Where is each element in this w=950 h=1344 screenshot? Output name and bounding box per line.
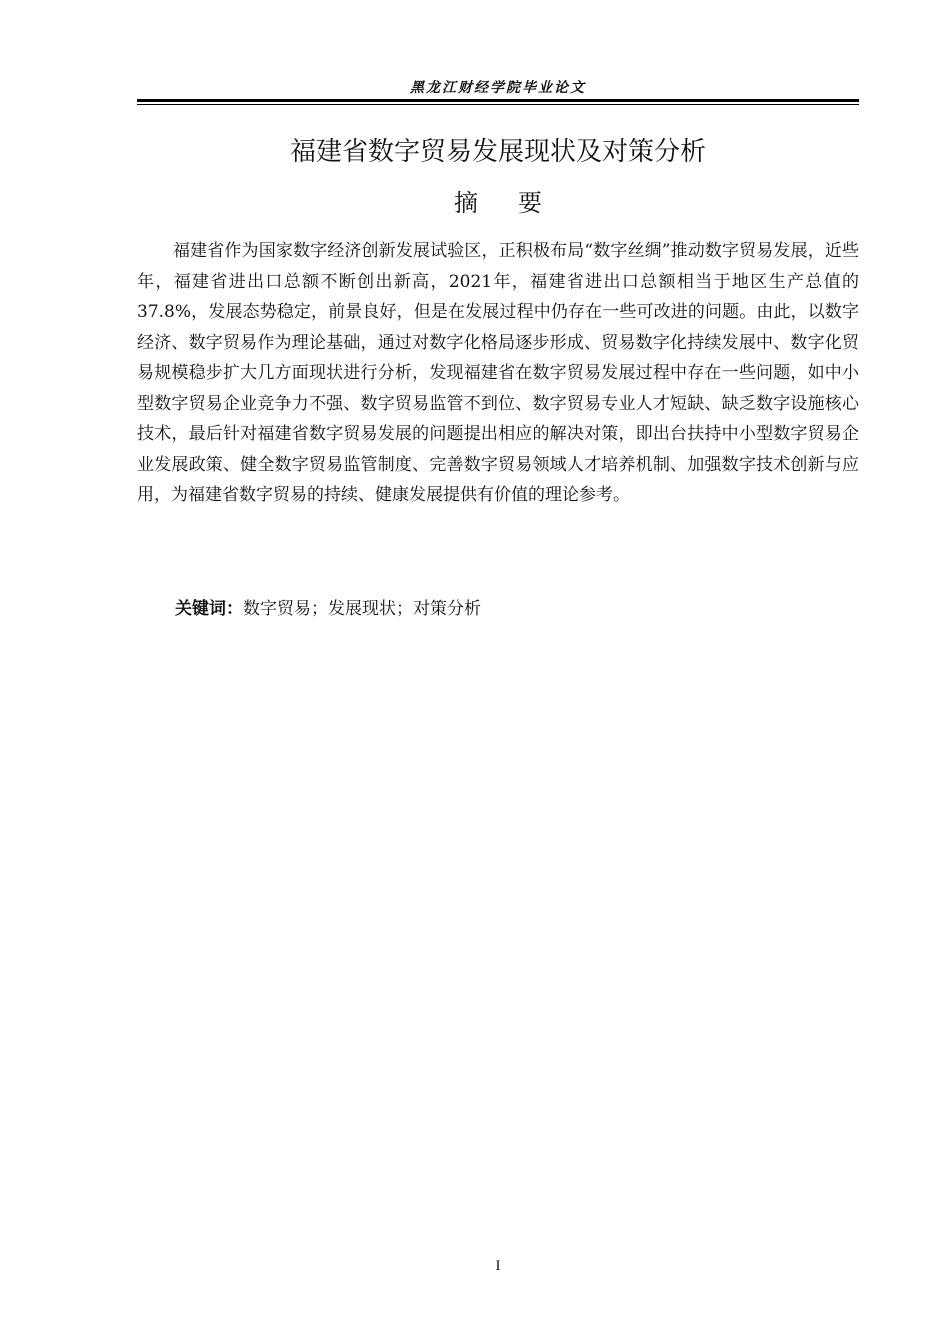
document-title: 福建省数字贸易发展现状及对策分析 (289, 137, 706, 167)
abstract-heading: 摘要 (454, 189, 582, 217)
keywords-label: 关键词： (175, 599, 243, 619)
running-header: 黑龙江财经学院毕业论文 (410, 80, 586, 96)
header-rule-thick (137, 99, 859, 102)
keywords-line (175, 595, 859, 623)
page-number: I (495, 1258, 501, 1274)
header-rule-thin (137, 104, 859, 105)
keywords-value: 数字贸易；发展现状；对策分析 (243, 599, 481, 619)
abstract-body: 福建省作为国家数字经济创新发展试验区，正积极布局“数字丝绸”推动数字贸易发展，近些年，福建省进出口总额不断创出新高，2021年，福建省进出口总额相当于地区生产总值的37.8%，发展态势稳定，前景良好，但是在发展过程中仍存在一些可改进的问题。由此，以数字经济、数字贸易作为理论基础，通过对数字化格局逐步形成、贸易数字化持续发展中、数字化贸易规模稳步扩大几方面现状进行分析，发现福建省在数字贸易发展过程中存在一些问题，如中小型数字贸易企业竞争力不强、数字贸易监管不到位、数字贸易专业人才短缺、缺乏数字设施核心技术，最后针对福建省数字贸易发展的问题提出相应的解决对策，即出台扶持中小型数字贸易企业发展政策、健全数字贸易监管制度、完善数字贸易领域人才培养机制、加强数字技术创新与应用，为福建省数字贸易的持续、健康发展提供有价值的理论参考。 (137, 241, 859, 505)
